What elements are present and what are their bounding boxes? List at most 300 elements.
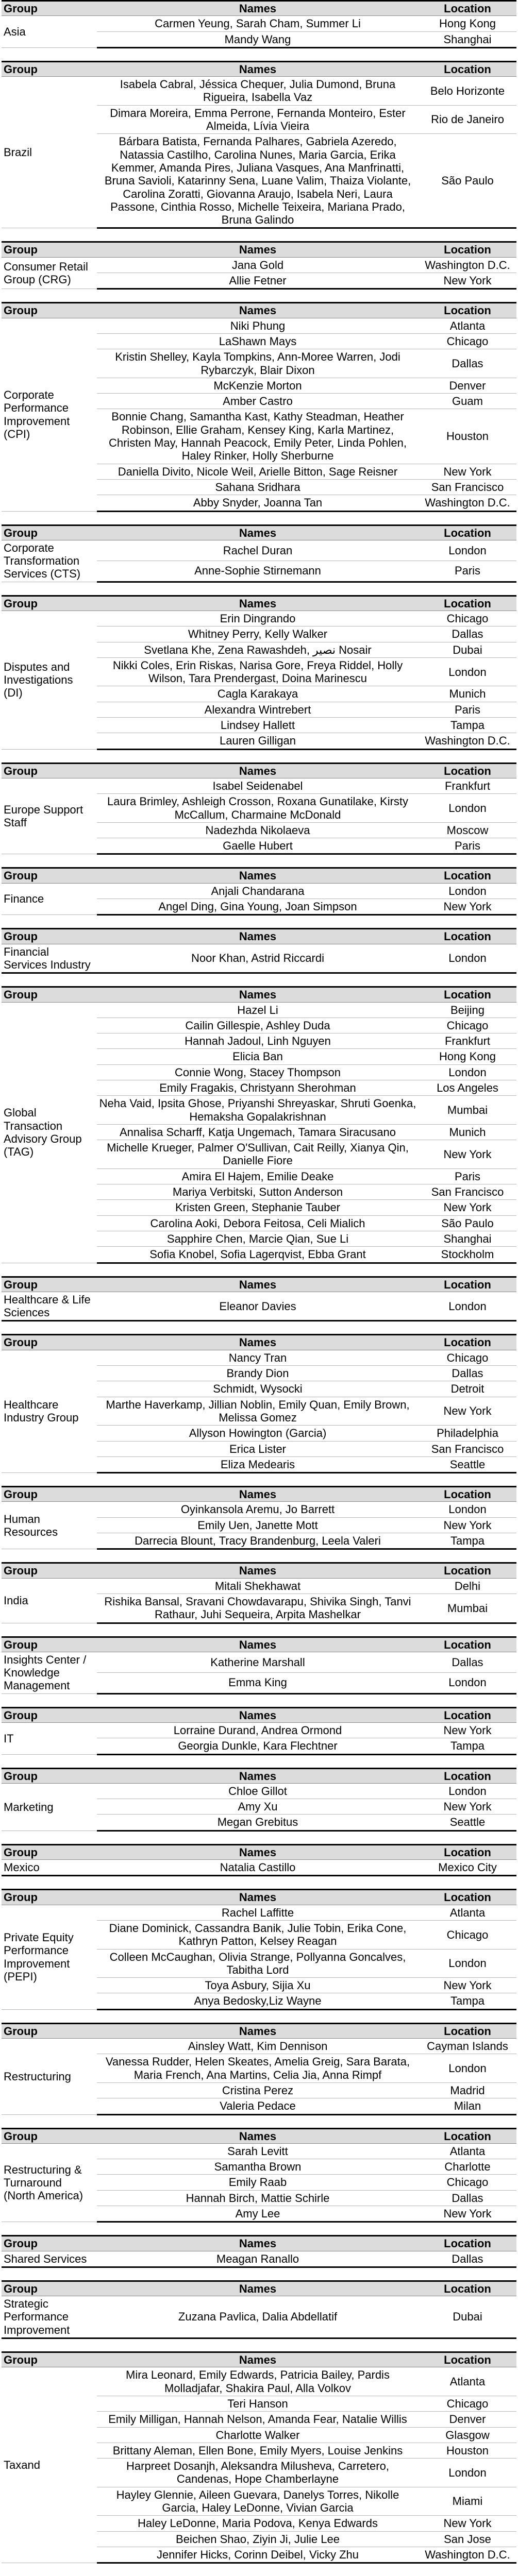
names-cell: Sarah Levitt: [97, 2143, 419, 2159]
group-table-wrapper: [2, 2128, 516, 2223]
names-cell: Amira El Hajem, Emilie Deake: [97, 1168, 419, 1184]
location-cell: Paris: [419, 702, 516, 717]
location-cell: Chicago: [419, 2175, 516, 2190]
header-row: [2, 525, 516, 540]
names-cell: Angel Ding, Gina Young, Joan Simpson: [97, 899, 419, 915]
location-cell: Shanghai: [419, 31, 516, 47]
group-name: Taxand: [2, 2367, 97, 2563]
names-cell: Svetlana Khe, Zena Rawashdeh, نصير Nosair: [97, 642, 419, 657]
group-table-wrapper: [2, 986, 516, 1263]
names-cell: Abby Snyder, Joanna Tan: [97, 495, 419, 511]
header-row: [2, 242, 516, 257]
names-cell: Amber Castro: [97, 394, 419, 409]
header-row: [2, 1277, 516, 1292]
location-cell: Tampa: [419, 1533, 516, 1549]
location-cell: London: [419, 2459, 516, 2487]
location-cell: Munich: [419, 1124, 516, 1140]
names-cell: Laura Brimley, Ashleigh Crosson, Roxana Gunatilake, Kirsty McCallum, Charmaine McDonald: [97, 794, 419, 823]
group-table: [2, 2128, 516, 2223]
names-cell: Samantha Brown: [97, 2159, 419, 2175]
names-cell: Toya Asbury, Sijia Xu: [97, 1978, 419, 1993]
group-name: Healthcare Industry Group: [2, 1350, 97, 1472]
location-cell: Shanghai: [419, 1231, 516, 1246]
names-cell: Sahana Sridhara: [97, 479, 419, 495]
table-row: [2, 2367, 516, 2396]
group-header: Group: [2, 868, 97, 883]
names-header: Names: [97, 242, 419, 257]
group-table: [2, 61, 516, 229]
names-cell: Rachel Laffitte: [97, 1905, 419, 1920]
table-row: [2, 1722, 516, 1738]
group-table: [2, 241, 516, 290]
names-cell: Rishika Bansal, Sravani Chowdavarapu, Shivika Singh, Tanvi Rathaur, Juhi Sequeira, Arpita Mashelkar: [97, 1594, 419, 1623]
names-header: Names: [97, 1890, 419, 1905]
names-cell: Whitney Perry, Kelly Walker: [97, 626, 419, 642]
header-row: [2, 1335, 516, 1350]
names-cell: Vanessa Rudder, Helen Skeates, Amelia Greig, Sara Barata, Maria French, Ana Martins, Celia Jia, Anna Rimpf: [97, 2054, 419, 2083]
location-cell: London: [419, 944, 516, 973]
location-cell: Dubai: [419, 642, 516, 657]
header-row: [2, 1487, 516, 1502]
location-header: Location: [419, 1844, 516, 1859]
location-header: Location: [419, 1563, 516, 1578]
group-name: Corporate Transformation Services (CTS): [2, 540, 97, 582]
location-cell: New York: [419, 464, 516, 479]
group-name: Private Equity Performance Improvement (PEPI): [2, 1905, 97, 2009]
location-header: Location: [419, 763, 516, 778]
location-cell: New York: [419, 1517, 516, 1533]
names-header: Names: [97, 61, 419, 76]
location-cell: Chicago: [419, 1920, 516, 1949]
names-cell: Lauren Gilligan: [97, 733, 419, 749]
group-table: [2, 1889, 516, 2010]
group-table: [2, 1636, 516, 1694]
location-cell: Atlanta: [419, 318, 516, 333]
table-row: [2, 257, 516, 273]
header-row: [2, 1768, 516, 1783]
location-cell: Miami: [419, 2487, 516, 2516]
group-header: Group: [2, 1, 97, 16]
location-cell: New York: [419, 1140, 516, 1169]
location-cell: Tampa: [419, 1993, 516, 2009]
names-cell: Emily Fragakis, Christyann Sherohman: [97, 1080, 419, 1096]
group-table-wrapper: [2, 762, 516, 855]
names-header: Names: [97, 1707, 419, 1722]
names-cell: Charlotte Walker: [97, 2427, 419, 2443]
location-cell: Munich: [419, 686, 516, 702]
names-cell: Rachel Duran: [97, 540, 419, 561]
names-cell: Haley LeDonne, Maria Podova, Kenya Edwards: [97, 2516, 419, 2531]
table-row: [2, 1578, 516, 1594]
location-cell: São Paulo: [419, 134, 516, 228]
group-header: Group: [2, 1563, 97, 1578]
location-header: Location: [419, 2236, 516, 2251]
group-table-wrapper: [2, 302, 516, 512]
group-table-wrapper: [2, 241, 516, 290]
group-table: [2, 524, 516, 583]
location-cell: Dallas: [419, 349, 516, 378]
table-row: [2, 1860, 516, 1876]
location-cell: Tampa: [419, 718, 516, 733]
location-cell: New York: [419, 2206, 516, 2222]
group-header: Group: [2, 596, 97, 611]
names-cell: Dimara Moreira, Emma Perrone, Fernanda Monteiro, Ester Almeida, Lívia Vieira: [97, 105, 419, 134]
location-cell: New York: [419, 273, 516, 289]
header-row: [2, 1844, 516, 1859]
table-row: [2, 318, 516, 333]
group-header: Group: [2, 2352, 97, 2367]
table-row: [2, 2296, 516, 2338]
names-cell: Katherine Marshall: [97, 1652, 419, 1672]
location-cell: Mumbai: [419, 1096, 516, 1125]
group-name: Healthcare & Life Sciences: [2, 1292, 97, 1321]
group-name: Human Resources: [2, 1502, 97, 1549]
names-cell: Kristen Green, Stephanie Tauber: [97, 1200, 419, 1215]
names-cell: Hannah Birch, Mattie Schirle: [97, 2190, 419, 2206]
group-header: Group: [2, 929, 97, 944]
header-row: [2, 596, 516, 611]
location-header: Location: [419, 1277, 516, 1292]
location-cell: Tampa: [419, 1738, 516, 1754]
names-cell: Hannah Jadoul, Linh Nguyen: [97, 1033, 419, 1049]
names-header: Names: [97, 596, 419, 611]
names-header: Names: [97, 1563, 419, 1578]
location-cell: Detroit: [419, 1381, 516, 1397]
location-cell: London: [419, 2054, 516, 2083]
group-header: Group: [2, 763, 97, 778]
names-cell: Emily Uen, Janette Mott: [97, 1517, 419, 1533]
group-header: Group: [2, 1277, 97, 1292]
group-name: Financial Services Industry: [2, 944, 97, 973]
group-table: [2, 1707, 516, 1755]
group-name: Europe Support Staff: [2, 778, 97, 854]
names-cell: Mariya Verbitski, Sutton Anderson: [97, 1184, 419, 1200]
names-cell: Emily Milligan, Hannah Nelson, Amanda Fear, Natalie Willis: [97, 2412, 419, 2427]
location-cell: San Jose: [419, 2531, 516, 2547]
location-cell: Dallas: [419, 1366, 516, 1381]
location-cell: Dallas: [419, 2190, 516, 2206]
location-cell: New York: [419, 899, 516, 915]
names-cell: Zuzana Pavlica, Dalia Abdellatif: [97, 2296, 419, 2338]
group-table: [2, 1844, 516, 1877]
location-cell: Cayman Islands: [419, 2039, 516, 2054]
location-header: Location: [419, 2281, 516, 2296]
location-cell: Belo Horizonte: [419, 77, 516, 106]
table-row: [2, 944, 516, 973]
location-cell: Charlotte: [419, 2159, 516, 2175]
names-cell: Amy Lee: [97, 2206, 419, 2222]
names-cell: LaShawn Mays: [97, 333, 419, 349]
names-cell: Lindsey Hallett: [97, 718, 419, 733]
group-table-wrapper: [2, 1768, 516, 1832]
group-name: Finance: [2, 883, 97, 915]
location-cell: Milan: [419, 2098, 516, 2114]
names-cell: Connie Wong, Stacey Thompson: [97, 1064, 419, 1080]
location-cell: London: [419, 1672, 516, 1693]
location-cell: Madrid: [419, 2082, 516, 2098]
group-name: Mexico: [2, 1860, 97, 1876]
names-cell: Kristin Shelley, Kayla Tompkins, Ann-Moree Warren, Jodi Rybarczyk, Blair Dixon: [97, 349, 419, 378]
location-header: Location: [419, 929, 516, 944]
location-cell: San Francisco: [419, 1184, 516, 1200]
group-table: [2, 762, 516, 855]
location-cell: New York: [419, 1799, 516, 1815]
names-cell: Nancy Tran: [97, 1350, 419, 1365]
group-name: Corporate Performance Improvement (CPI): [2, 318, 97, 511]
location-cell: Paris: [419, 838, 516, 854]
table-row: [2, 883, 516, 899]
location-header: Location: [419, 2128, 516, 2143]
names-cell: Georgia Dunkle, Kara Flechtner: [97, 1738, 419, 1754]
location-cell: Houston: [419, 2443, 516, 2458]
location-header: Location: [419, 596, 516, 611]
names-cell: Isabela Cabral, Jéssica Chequer, Julia Dumond, Bruna Rigueira, Isabella Vaz: [97, 77, 419, 106]
location-header: Location: [419, 1, 516, 16]
names-cell: Oyinkansola Aremu, Jo Barrett: [97, 1502, 419, 1517]
names-cell: Niki Phung: [97, 318, 419, 333]
group-table: [2, 1276, 516, 1322]
group-table-wrapper: [2, 0, 516, 48]
location-cell: Chicago: [419, 1350, 516, 1365]
location-cell: Dallas: [419, 626, 516, 642]
table-row: [2, 1783, 516, 1799]
location-cell: Chicago: [419, 333, 516, 349]
location-cell: Dallas: [419, 1652, 516, 1672]
location-cell: Philadelphia: [419, 1426, 516, 1441]
table-row: [2, 2039, 516, 2054]
location-cell: New York: [419, 1397, 516, 1426]
names-cell: Nikki Coles, Erin Riskas, Narisa Gore, Freya Riddel, Holly Wilson, Tara Prendergast, Doina Marinescu: [97, 657, 419, 686]
location-cell: Frankfurt: [419, 1033, 516, 1049]
group-table: [2, 1334, 516, 1473]
names-header: Names: [97, 1, 419, 16]
group-header: Group: [2, 525, 97, 540]
location-header: Location: [419, 61, 516, 76]
location-header: Location: [419, 2352, 516, 2367]
names-header: Names: [97, 2128, 419, 2143]
header-row: [2, 1890, 516, 1905]
names-cell: Brittany Aleman, Ellen Bone, Emily Myers, Louise Jenkins: [97, 2443, 419, 2458]
group-table: [2, 0, 516, 48]
group-table-wrapper: [2, 2351, 516, 2564]
location-header: Location: [419, 987, 516, 1002]
group-table-wrapper: [2, 524, 516, 583]
location-cell: Atlanta: [419, 2143, 516, 2159]
location-header: Location: [419, 1707, 516, 1722]
group-name: Restructuring & Turnaround (North America): [2, 2143, 97, 2222]
names-cell: Daniella Divito, Nicole Weil, Arielle Bitton, Sage Reisner: [97, 464, 419, 479]
names-cell: Lorraine Durand, Andrea Ormond: [97, 1722, 419, 1738]
group-header: Group: [2, 61, 97, 76]
names-header: Names: [97, 1277, 419, 1292]
table-row: [2, 540, 516, 561]
group-header: Group: [2, 2236, 97, 2251]
names-header: Names: [97, 1768, 419, 1783]
names-header: Names: [97, 303, 419, 318]
names-header: Names: [97, 1637, 419, 1652]
location-cell: Moscow: [419, 822, 516, 838]
location-cell: Delhi: [419, 1578, 516, 1594]
header-row: [2, 303, 516, 318]
table-row: [2, 1652, 516, 1672]
header-row: [2, 2023, 516, 2038]
group-table-wrapper: [2, 1636, 516, 1694]
names-cell: Colleen McCaughan, Olivia Strange, Pollyanna Goncalves, Tabitha Lord: [97, 1949, 419, 1978]
header-row: [2, 61, 516, 76]
group-table: [2, 2023, 516, 2115]
names-cell: Annalisa Scharff, Katja Ungemach, Tamara Siracusano: [97, 1124, 419, 1140]
location-header: Location: [419, 1335, 516, 1350]
group-table-wrapper: [2, 1334, 516, 1473]
group-table-wrapper: [2, 2235, 516, 2268]
location-cell: Atlanta: [419, 2367, 516, 2396]
location-cell: London: [419, 1292, 516, 1321]
names-cell: Brandy Dion: [97, 1366, 419, 1381]
names-cell: Sapphire Chen, Marcie Qian, Sue Li: [97, 1231, 419, 1246]
names-cell: Noor Khan, Astrid Riccardi: [97, 944, 419, 973]
location-cell: San Francisco: [419, 1441, 516, 1456]
group-table-wrapper: [2, 595, 516, 750]
location-cell: Houston: [419, 409, 516, 464]
table-row: [2, 77, 516, 106]
location-cell: London: [419, 657, 516, 686]
header-row: [2, 2281, 516, 2296]
location-cell: Frankfurt: [419, 778, 516, 793]
names-cell: Teri Hanson: [97, 2396, 419, 2411]
group-table-wrapper: [2, 1844, 516, 1877]
location-cell: Washington D.C.: [419, 733, 516, 749]
names-cell: Anya Bedosky,Liz Wayne: [97, 1993, 419, 2009]
group-header: Group: [2, 1890, 97, 1905]
names-header: Names: [97, 763, 419, 778]
group-name: Global Transaction Advisory Group (TAG): [2, 1002, 97, 1263]
location-cell: Chicago: [419, 2396, 516, 2411]
location-cell: London: [419, 1783, 516, 1799]
names-cell: McKenzie Morton: [97, 378, 419, 393]
location-cell: New York: [419, 2516, 516, 2531]
table-row: [2, 778, 516, 793]
group-table: [2, 1486, 516, 1550]
group-header: Group: [2, 1844, 97, 1859]
names-cell: Mitali Shekhawat: [97, 1578, 419, 1594]
group-table: [2, 1768, 516, 1832]
names-header: Names: [97, 1487, 419, 1502]
location-cell: Hong Kong: [419, 1049, 516, 1064]
group-table: [2, 986, 516, 1263]
location-header: Location: [419, 303, 516, 318]
names-cell: Diane Dominick, Cassandra Banik, Julie Tobin, Erika Cone, Kathryn Patton, Kelsey Reagan: [97, 1920, 419, 1949]
names-cell: Nadezhda Nikolaeva: [97, 822, 419, 838]
location-cell: Hong Kong: [419, 16, 516, 31]
location-cell: Mumbai: [419, 1594, 516, 1623]
header-row: [2, 1, 516, 16]
group-table: [2, 595, 516, 750]
location-header: Location: [419, 1637, 516, 1652]
group-table: [2, 2351, 516, 2564]
location-header: Location: [419, 1768, 516, 1783]
table-row: [2, 1502, 516, 1517]
names-cell: Cristina Perez: [97, 2082, 419, 2098]
group-header: Group: [2, 2023, 97, 2038]
table-row: [2, 1350, 516, 1365]
group-header: Group: [2, 2281, 97, 2296]
names-header: Names: [97, 2236, 419, 2251]
location-cell: Chicago: [419, 611, 516, 626]
names-cell: Cagla Karakaya: [97, 686, 419, 702]
table-row: [2, 1002, 516, 1018]
group-table-wrapper: [2, 2280, 516, 2339]
group-table-wrapper: [2, 1486, 516, 1550]
group-table-wrapper: [2, 2023, 516, 2115]
location-cell: London: [419, 1949, 516, 1978]
names-cell: Emily Raab: [97, 2175, 419, 2190]
group-name: Insights Center / Knowledge Management: [2, 1652, 97, 1693]
location-cell: Paris: [419, 561, 516, 582]
location-cell: São Paulo: [419, 1215, 516, 1231]
group-name: Consumer Retail Group (CRG): [2, 257, 97, 289]
location-header: Location: [419, 525, 516, 540]
names-cell: Erica Lister: [97, 1441, 419, 1456]
names-cell: Anjali Chandarana: [97, 883, 419, 899]
table-row: [2, 1905, 516, 1920]
location-cell: London: [419, 883, 516, 899]
group-table: [2, 302, 516, 512]
group-table: [2, 2235, 516, 2268]
group-header: Group: [2, 1768, 97, 1783]
location-header: Location: [419, 2023, 516, 2038]
group-table: [2, 2280, 516, 2339]
names-cell: Chloe Gillot: [97, 1783, 419, 1799]
names-header: Names: [97, 868, 419, 883]
names-cell: Carmen Yeung, Sarah Cham, Summer Li: [97, 16, 419, 31]
header-row: [2, 868, 516, 883]
names-cell: Neha Vaid, Ipsita Ghose, Priyanshi Shreyaskar, Shruti Goenka, Hemaksha Gopalakrishnan: [97, 1096, 419, 1125]
header-row: [2, 763, 516, 778]
table-row: [2, 1292, 516, 1321]
names-header: Names: [97, 987, 419, 1002]
location-cell: Dallas: [419, 2251, 516, 2267]
names-cell: Mandy Wang: [97, 31, 419, 47]
location-cell: Dubai: [419, 2296, 516, 2338]
group-header: Group: [2, 242, 97, 257]
names-cell: Hayley Glennie, Aileen Guevara, Danelys Torres, Nikolle Garcia, Haley LeDonne, Vivian Garcia: [97, 2487, 419, 2516]
group-name: Strategic Performance Improvement: [2, 2296, 97, 2338]
names-cell: Allie Fetner: [97, 273, 419, 289]
names-header: Names: [97, 2281, 419, 2296]
group-name: Restructuring: [2, 2039, 97, 2114]
names-cell: Emma King: [97, 1672, 419, 1693]
names-cell: Carolina Aoki, Debora Feitosa, Celi Mialich: [97, 1215, 419, 1231]
names-header: Names: [97, 525, 419, 540]
names-cell: Bonnie Chang, Samantha Kast, Kathy Steadman, Heather Robinson, Ellie Graham, Kensey King, Karla Martinez, Christen May, Hannah Peacock, Emily Peter, Linda Pohlen, Haley Rinker, Holly Sherburne: [97, 409, 419, 464]
location-cell: Los Angeles: [419, 1080, 516, 1096]
table-row: [2, 2143, 516, 2159]
names-cell: Erin Dingrando: [97, 611, 419, 626]
names-header: Names: [97, 2352, 419, 2367]
location-header: Location: [419, 1890, 516, 1905]
names-cell: Beichen Shao, Ziyin Ji, Julie Lee: [97, 2531, 419, 2547]
names-cell: Megan Grebitus: [97, 1815, 419, 1831]
names-cell: Ainsley Watt, Kim Dennison: [97, 2039, 419, 2054]
header-row: [2, 987, 516, 1002]
location-cell: New York: [419, 1978, 516, 1993]
header-row: [2, 1637, 516, 1652]
location-cell: Denver: [419, 378, 516, 393]
location-cell: London: [419, 1064, 516, 1080]
names-cell: Valeria Pedace: [97, 2098, 419, 2114]
location-cell: Washington D.C.: [419, 495, 516, 511]
group-header: Group: [2, 1707, 97, 1722]
